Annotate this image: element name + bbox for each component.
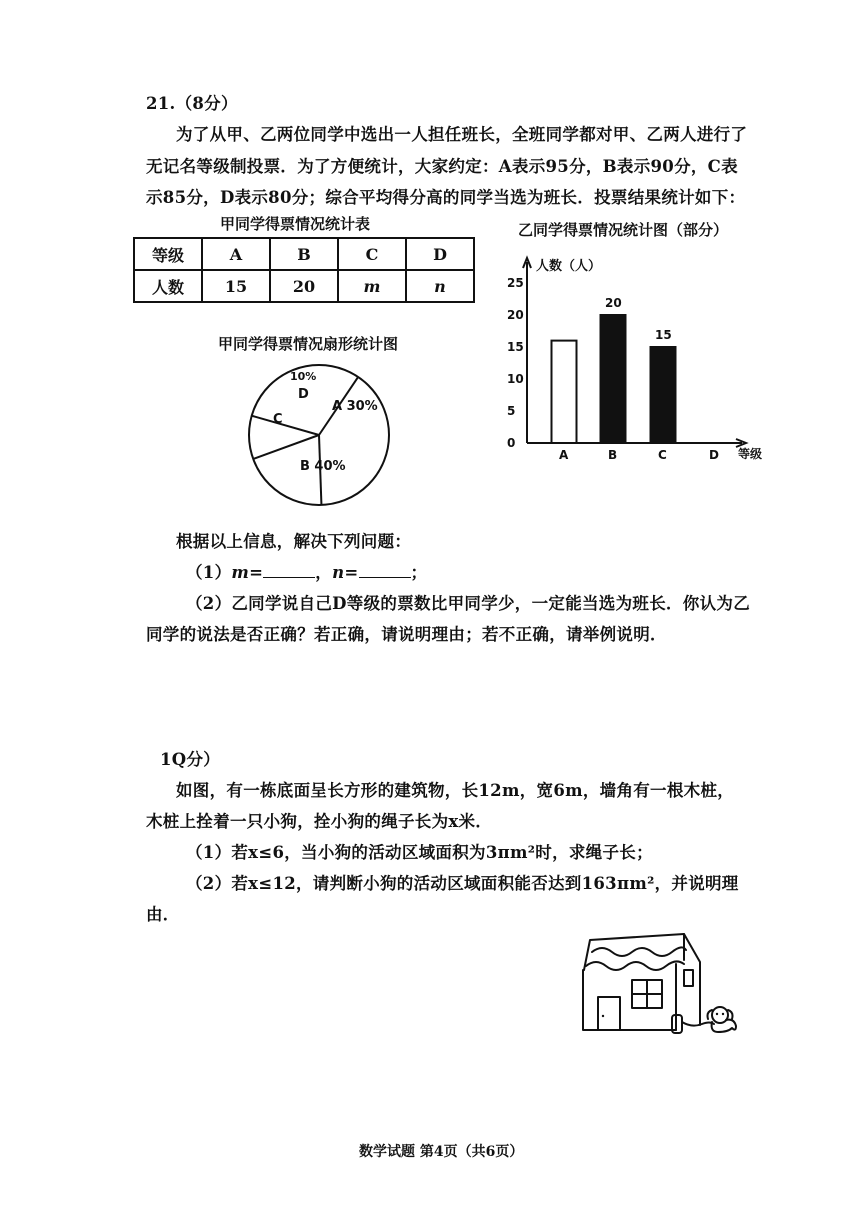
q22-sub2-line2: 由． [146,905,180,924]
q21-sub1-sep: ， [315,563,333,582]
table-cell: 人数 [134,270,202,302]
page-footer: 数学试题 第4页（共6页） [359,1144,524,1160]
table-cell: C [338,238,406,270]
bar-y-label: 人数（人） [536,259,602,274]
table-cell: 20 [270,270,338,302]
y-tick-label: 5 [507,404,516,418]
table-cell: 15 [202,270,270,302]
q21-sub2-line1: （2）乙同学说自己D等级的票数比甲同学少，一定能当选为班长．你认为乙 [186,594,750,613]
y-tick-label: 20 [507,308,524,322]
pie-label-d-percent: 10% [290,370,317,383]
q22-sub1: （1）若x≤6，当小狗的活动区域面积为3πm²时，求绳子长； [186,843,653,862]
y-tick-label: 15 [507,340,524,354]
y-tick-label: 25 [507,276,524,290]
q21-prompt: 根据以上信息，解决下列问题： [176,532,412,551]
table-cell: A [202,238,270,270]
pie-label-b: B 40% [300,459,346,474]
table-cell: n [406,270,474,302]
q22-heading: 1Q分） [160,750,221,769]
door [598,997,620,1030]
table-cell: 等级 [134,238,202,270]
table-cell: D [406,238,474,270]
q21-text-line2: 无记名等级制投票．为了方便统计，大家约定：A表示95分，B表示90分，C表 [146,157,738,176]
table-cell: m [338,270,406,302]
roof-wave-2 [586,961,684,970]
x-tick-label: A [559,448,569,462]
q21-sub1-n: n= [332,563,359,582]
x-tick-label: B [608,448,618,462]
pie-label-c: C [273,412,283,427]
q21-sub1-m: m= [231,563,264,582]
side-window [684,970,693,986]
bar-data-label: 15 [655,328,672,342]
q22-sub2-line1: （2）若x≤12，请判断小狗的活动区域面积能否达到163πm²，并说明理 [186,874,739,893]
q21-sub1-end: ； [410,563,428,582]
q21-sub2-line2: 同学的说法是否正确？若正确，请说明理由；若不正确，请举例说明． [146,625,667,644]
x-tick-label: C [658,448,667,462]
bar-x-label: 等级 [738,447,763,461]
q22-text-line2: 木桩上拴着一只小狗，拴小狗的绳子长为x米． [146,812,493,831]
q21-text-line3: 示85分，D表示80分；综合平均得分高的同学当选为班长．投票结果统计如下： [146,188,746,207]
table-cell: B [270,238,338,270]
table-title: 甲同学得票情况统计表 [220,215,371,233]
pie-label-a: A 30% [332,399,378,414]
rope [682,1022,714,1026]
y-tick-label: 0 [507,436,516,450]
q21-sub1-prefix: （1） [186,563,232,582]
pie-label-d: D [298,387,309,402]
bar-chart-title: 乙同学得票情况统计图（部分） [518,221,729,239]
roof-wave-1 [592,947,686,956]
y-tick-label: 10 [507,372,524,386]
q22-text-line1: 如图，有一栋底面呈长方形的建筑物，长12m，宽6m，墙角有一根木桩， [176,781,735,800]
q21-text-line1: 为了从甲、乙两位同学中选出一人担任班长，全班同学都对甲、乙两人进行了 [176,125,748,144]
q21-heading: 21.（8分） [146,94,238,113]
x-tick-label: D [709,448,719,462]
pie-chart-title: 甲同学得票情况扇形统计图 [218,335,399,353]
bar-data-label: 20 [605,296,622,310]
